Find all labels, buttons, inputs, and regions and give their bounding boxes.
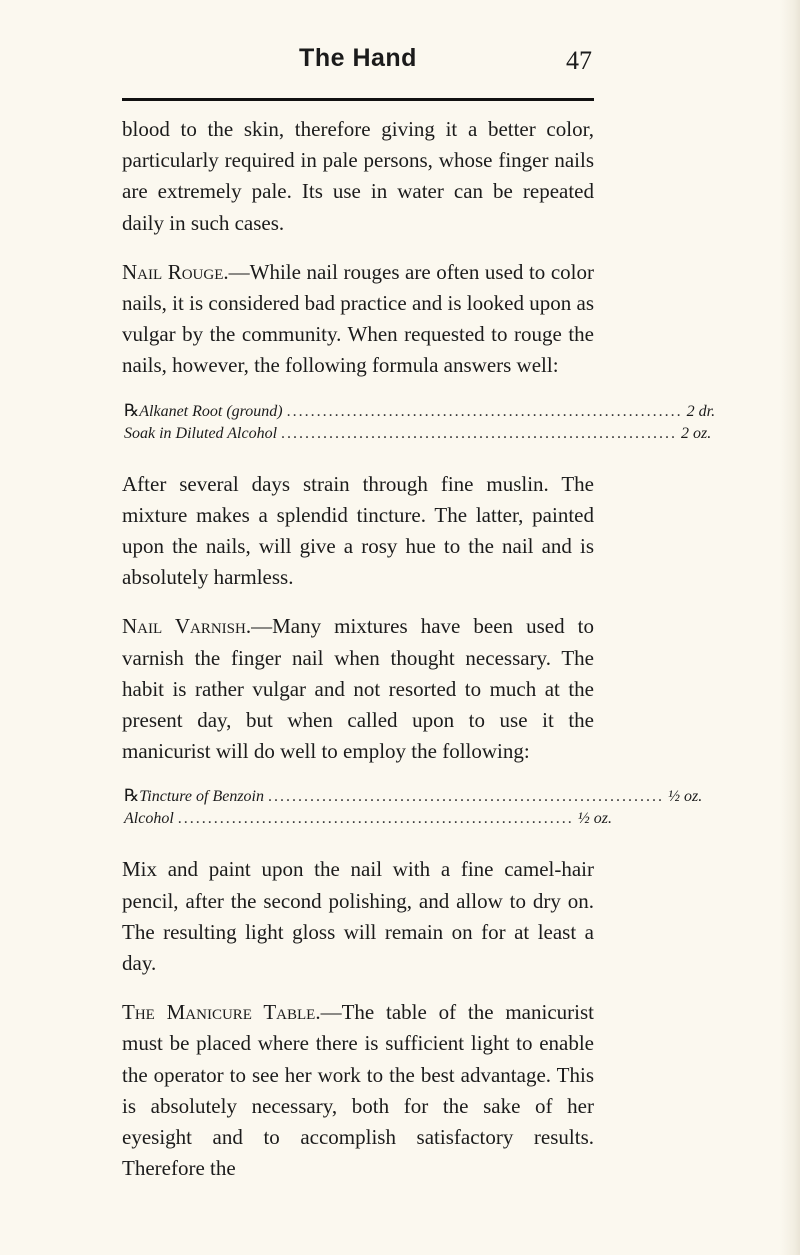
formula-quantity: ½ oz. — [667, 788, 703, 806]
body-text — [122, 114, 716, 1202]
header-rule — [122, 98, 594, 101]
formula-ingredient: Alcohol — [124, 810, 174, 828]
formula-quantity: ½ oz. — [577, 810, 612, 828]
leader-dots: .................................................................. — [286, 402, 683, 420]
paragraph — [122, 611, 594, 767]
formula-nail-varnish — [122, 785, 703, 830]
paragraph-text: blood to the skin, therefore giving it a better color, particularly required in pale persons, whose finger nails are extremely pale. Its use in water can be repeated daily in such cases. — [122, 117, 594, 235]
running-head: The Hand — [299, 44, 417, 72]
paragraph-text: —The table of the manicurist must be placed where there is sufficient light to enable the operator to see her work to the best advantage. This is absolutely necessary, both for the sake of her eyesight and to accomplish satisfactory results. Therefore the — [122, 1000, 594, 1181]
formula-line — [122, 785, 703, 808]
leader-dots: .................................................................. — [177, 810, 574, 828]
formula-line — [122, 808, 612, 830]
section-heading-manicure-table: The Manicure Table. — [122, 1000, 321, 1025]
recipe-symbol: ℞ — [124, 786, 140, 806]
paragraph-text: —While nail rouges are often used to color nails, it is considered bad practice and is looked upon as vulgar by the community. When requested to rouge the nails, however, the following formula answers well: — [122, 259, 594, 378]
formula-line — [122, 400, 716, 423]
formula-ingredient: Soak in Diluted Alcohol — [124, 424, 278, 442]
formula-line — [122, 423, 712, 445]
formula-quantity: 2 dr. — [686, 402, 716, 420]
page-number: 47 — [566, 46, 592, 75]
paragraph — [122, 114, 594, 239]
formula-ingredient: Alkanet Root (ground) — [139, 402, 283, 420]
page-edge-shadow — [780, 0, 800, 1255]
page-header — [122, 44, 594, 102]
section-heading-nail-rouge: Nail Rouge. — [122, 259, 229, 284]
paragraph — [122, 257, 594, 382]
formula-ingredient: Tincture of Benzoin — [139, 788, 264, 806]
paragraph-text: —Many mixtures have been used to varnish the finger nail when thought necessary. The habit is rather vulgar and not resorted to much at the present day, but when called upon to use it the manicurist will do well to employ the following: — [122, 614, 594, 764]
paragraph-text: Mix and paint upon the nail with a fine camel-hair pencil, after the second polishing, and allow to dry on. The resulting light gloss will remain on for at least a day. — [122, 857, 594, 976]
formula-quantity: 2 oz. — [681, 424, 712, 442]
recipe-symbol: ℞ — [124, 400, 140, 420]
paragraph — [122, 469, 594, 594]
paragraph — [122, 997, 594, 1184]
section-heading-nail-varnish: Nail Varnish. — [122, 614, 252, 639]
leader-dots: .................................................................. — [267, 788, 664, 806]
formula-nail-rouge — [122, 400, 716, 445]
paragraph — [122, 854, 594, 979]
leader-dots: .................................................................. — [281, 424, 678, 442]
paragraph-text: After several days strain through fine muslin. The mixture makes a splendid tincture. The latter, painted upon the nails, will give a rosy hue to the nail and is absolutely harmless. — [122, 471, 594, 590]
